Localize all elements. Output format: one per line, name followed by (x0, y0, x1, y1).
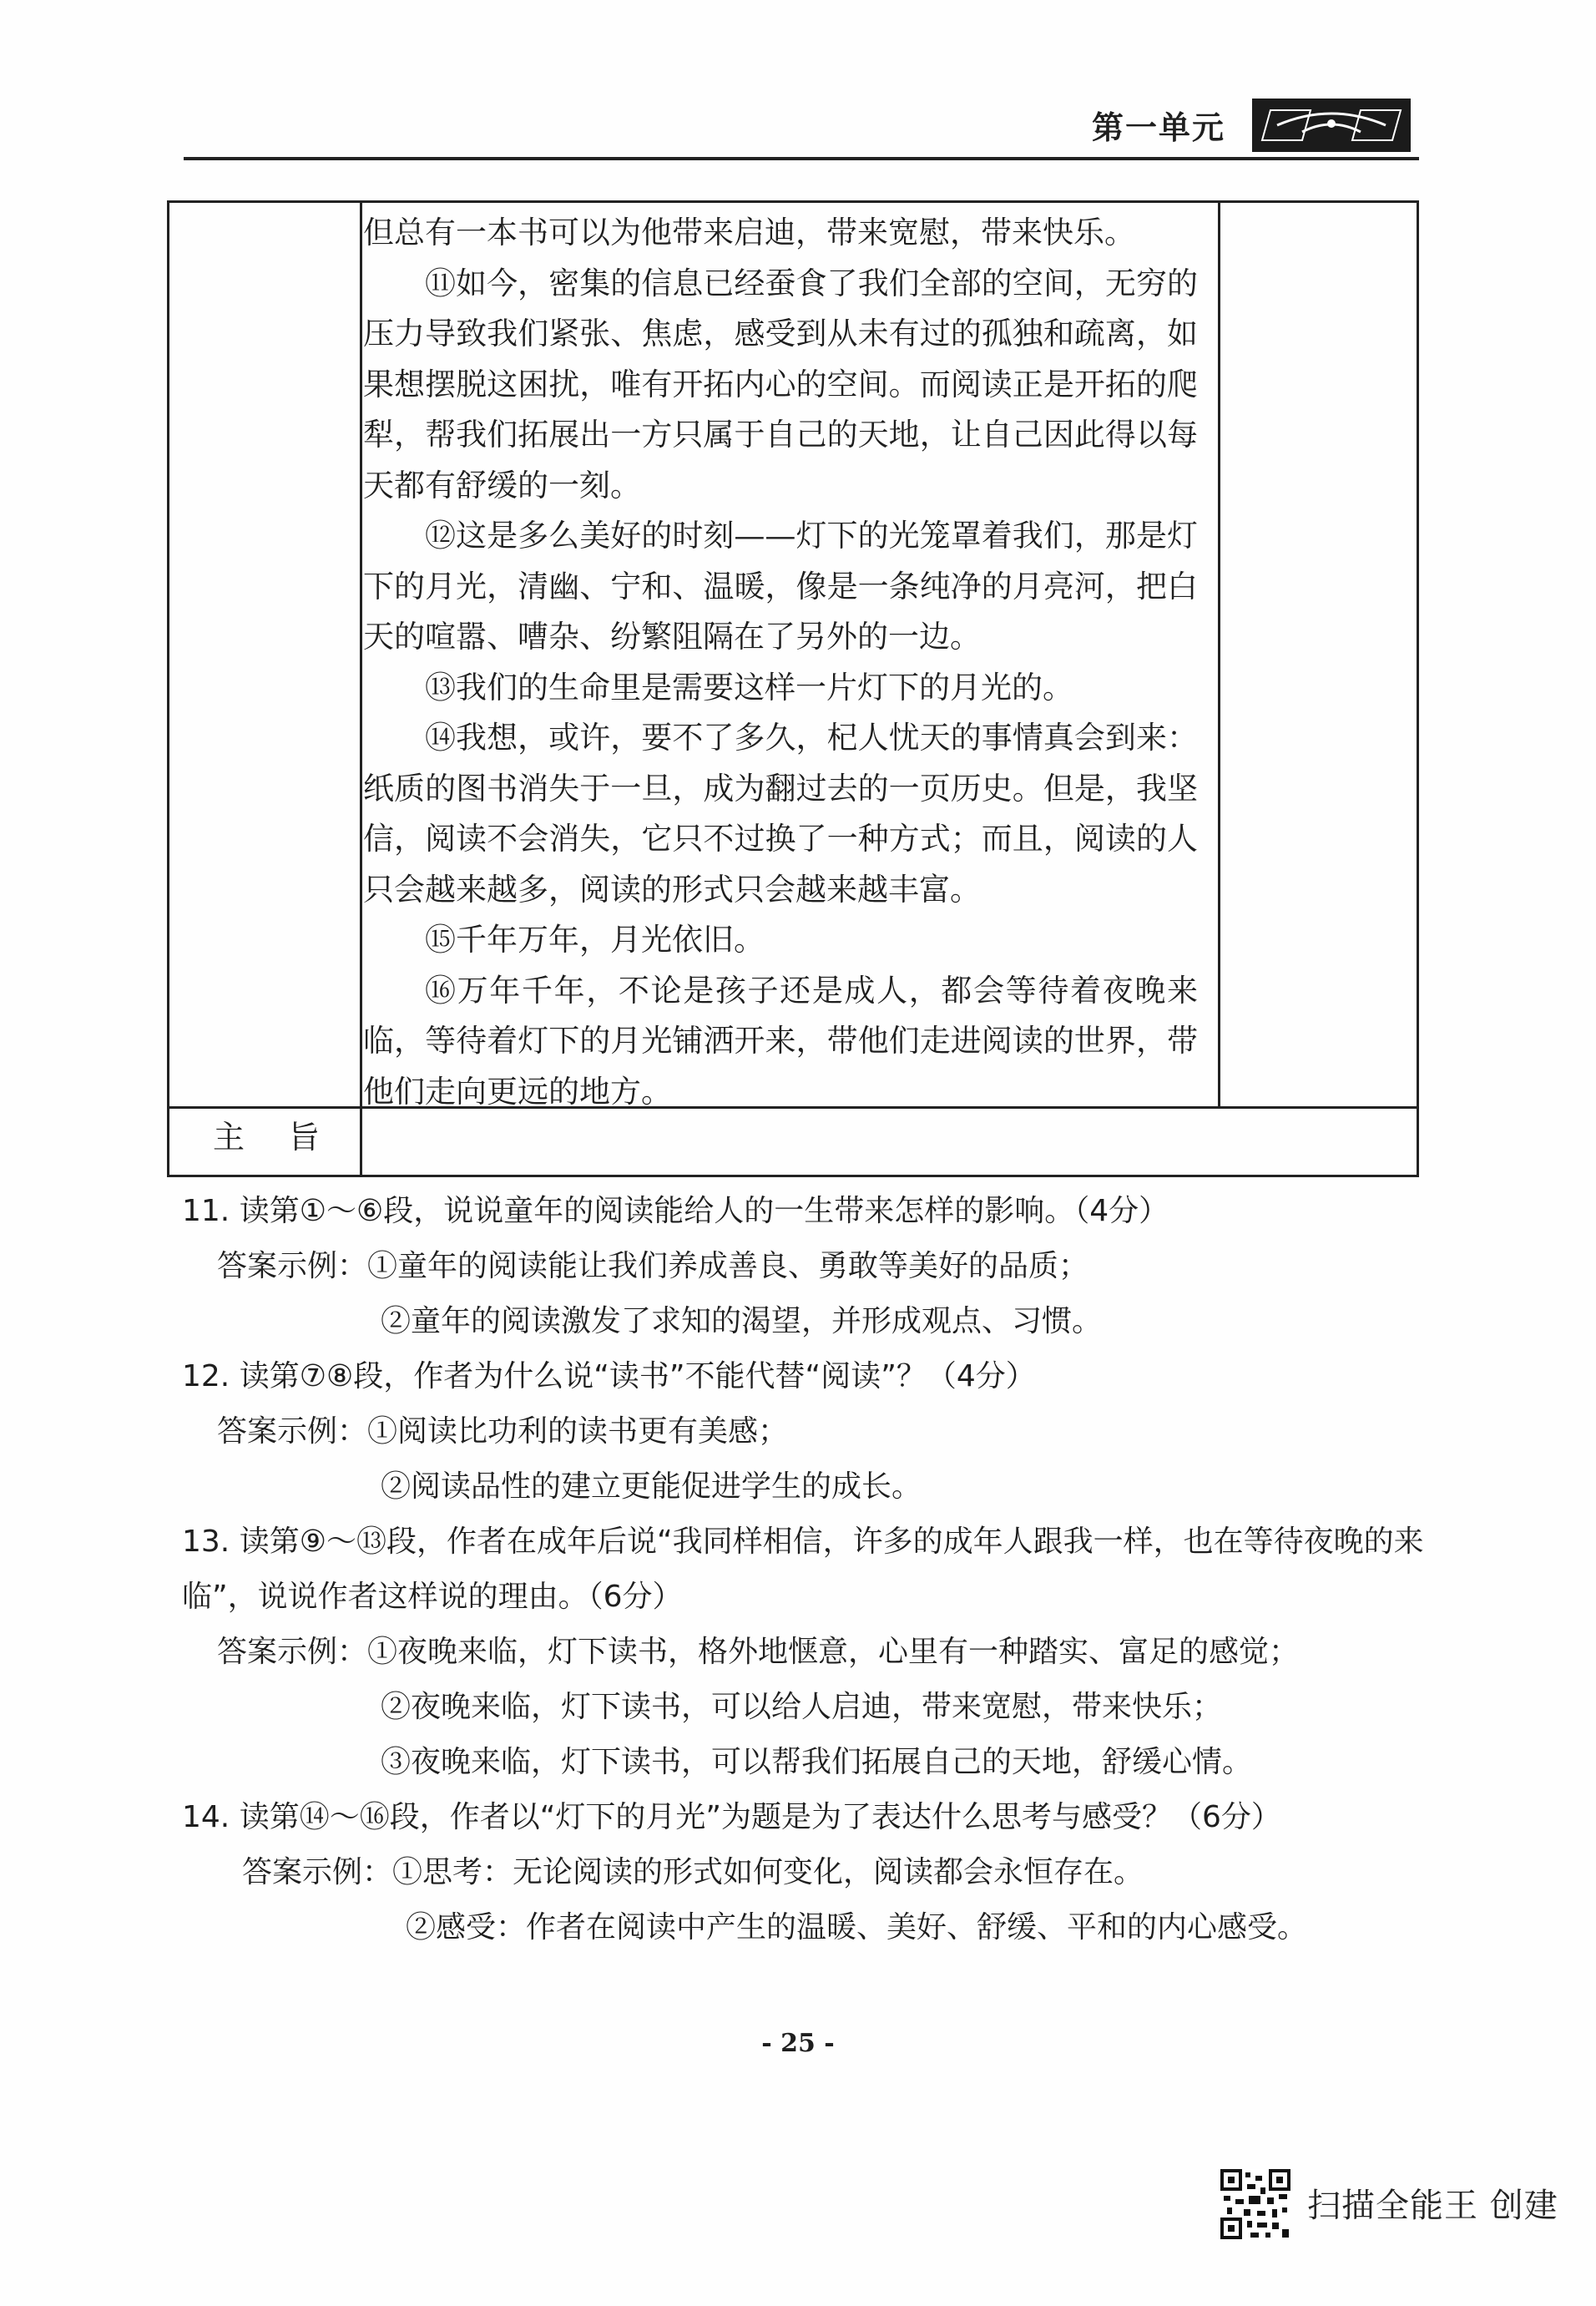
passage-paragraph: 但总有一本书可以为他带来启迪，带来宽慰，带来快乐。 (363, 215, 1135, 250)
watermark-text: 扫描全能王 创建 (1307, 2187, 1558, 2225)
table-column-divider-right (1218, 203, 1220, 1109)
passage-paragraph: ⑯万年千年，不论是孩子还是成人，都会等待着夜晚来临，等待着灯下的月光铺洒开来，带他们走进阅读的世界，带他们走向更远的地方。 (363, 972, 1198, 1110)
answer-item: ③夜晚来临，灯下读书，可以帮我们拓展自己的天地，舒缓心情。 (381, 1745, 1253, 1779)
header-rule (184, 157, 1419, 160)
answer-label: 答案示例： (217, 1249, 368, 1283)
logo-graphic (1252, 99, 1411, 152)
answer-item: ②童年的阅读激发了求知的渴望，并形成观点、习惯。 (381, 1304, 1103, 1338)
questions-section (182, 1184, 1426, 1955)
answer-label: 答案示例： (217, 1414, 368, 1449)
table-column-divider-left (360, 203, 362, 1177)
question-13: 13. 读第⑨～⑬段，作者在成年后说“我同样相信，许多的成年人跟我一样，也在等待夜晚的来临”，说说作者这样说的理由。（6分） (182, 1525, 1424, 1614)
theme-label: 主旨 (213, 1119, 364, 1156)
publisher-logo (1252, 99, 1411, 152)
question-14: 14. 读第⑭～⑯段，作者以“灯下的月光”为题是为了表达什么思考与感受？（6分） (182, 1800, 1281, 1834)
passage-paragraph: ⑫这是多么美好的时刻——灯下的光笼罩着我们，那是灯下的月光，清幽、宁和、温暖，像是一条纯净的月亮河，把白天的喧嚣、嘈杂、纷繁阻隔在了另外的一边。 (363, 518, 1198, 655)
passage-paragraph: ⑮千年万年，月光依旧。 (425, 922, 765, 958)
passage-paragraph: ⑭我想，或许，要不了多久，杞人忧天的事情真会到来：纸质的图书消失于一旦，成为翻过去的一页历史。但是，我坚信，阅读不会消失，它只不过换了一种方式；而且，阅读的人只会越来越多，阅读的形式只会越来越丰富。 (363, 720, 1198, 908)
answer-row (182, 1404, 1426, 1459)
answer-label: 答案示例： (217, 1635, 368, 1669)
answer-item: ①阅读比功利的读书更有美感； (367, 1414, 789, 1449)
answer-row (182, 1845, 1426, 1900)
answer-row (182, 1625, 1426, 1680)
answer-item: ①夜晚来临，灯下读书，格外地惬意，心里有一种踏实、富足的感觉； (367, 1635, 1300, 1669)
answer-item: ①童年的阅读能让我们养成善良、勇敢等美好的品质； (367, 1249, 1089, 1283)
qr-code-icon (1220, 2169, 1290, 2239)
answer-item: ②感受：作者在阅读中产生的温暖、美好、舒缓、平和的内心感受。 (406, 1910, 1308, 1944)
unit-title: 第一单元 (1091, 109, 1225, 146)
passage-paragraph: ⑬我们的生命里是需要这样一片灯下的月光的。 (425, 669, 1073, 705)
question-12: 12. 读第⑦⑧段，作者为什么说“读书”不能代替“阅读”？（4分） (182, 1359, 1036, 1393)
answer-item: ②夜晚来临，灯下读书，可以给人启迪，带来宽慰，带来快乐； (381, 1690, 1223, 1724)
page-header (184, 94, 1419, 160)
passage-table (167, 200, 1419, 1177)
page-number: - 25 - (761, 2029, 835, 2058)
answer-item: ②阅读品性的建立更能促进学生的成长。 (381, 1469, 922, 1504)
answer-label: 答案示例： (242, 1855, 393, 1889)
answer-item: ①思考：无论阅读的形式如何变化，阅读都会永恒存在。 (392, 1855, 1144, 1889)
question-11: 11. 读第①～⑥段，说说童年的阅读能给人的一生带来怎样的影响。（4分） (182, 1194, 1169, 1228)
answer-row (182, 1239, 1426, 1294)
passage-paragraph: ⑪如今，密集的信息已经蚕食了我们全部的空间，无穷的压力导致我们紧张、焦虑，感受到从未有过的孤独和疏离，如果想摆脱这困扰，唯有开拓内心的空间。而阅读正是开拓的爬犁，帮我们拓展出一方只属于自己的天地，让自己因此得以每天都有舒缓的一刻。 (363, 265, 1198, 503)
passage-text (363, 208, 1198, 1117)
scanner-watermark (1220, 2169, 1571, 2244)
